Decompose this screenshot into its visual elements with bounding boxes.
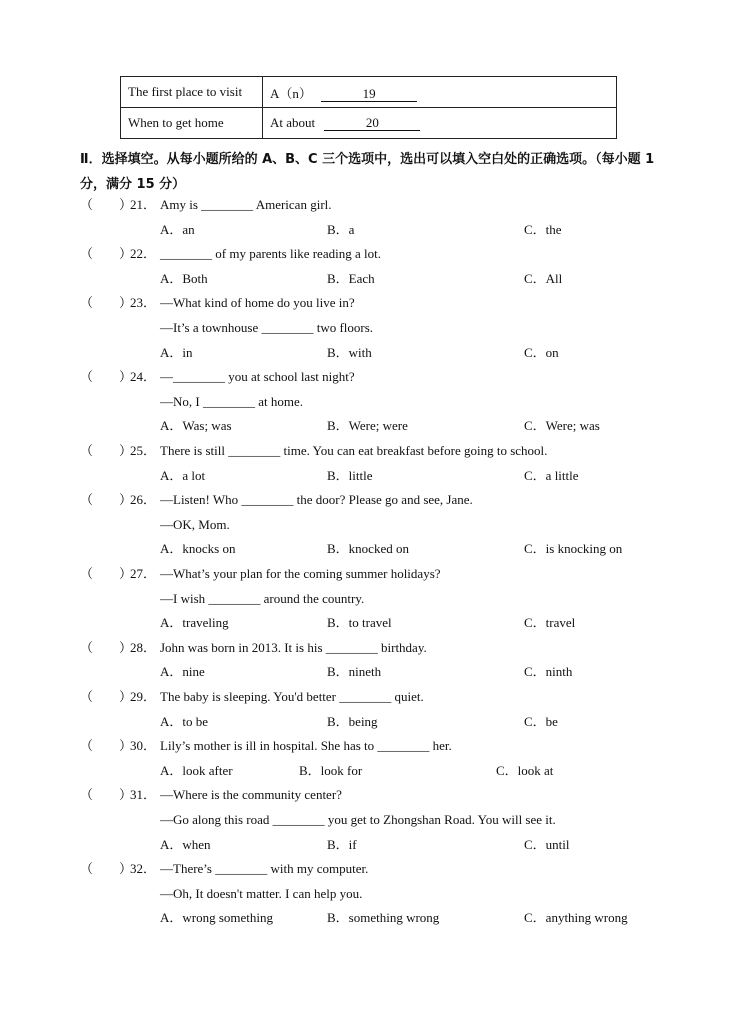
option-a[interactable]: A．when — [160, 836, 211, 852]
question-number: 28． — [130, 639, 157, 655]
question-number: 27． — [130, 566, 157, 581]
answer-parenthesis: （ ） — [80, 566, 133, 581]
option-c[interactable]: C．ninth — [524, 664, 573, 680]
option-b[interactable]: B．knocked on — [327, 541, 409, 557]
answer-parenthesis: （ ） — [80, 443, 133, 458]
table-cell-label: The first place to visit — [121, 77, 263, 108]
question-text: —________ you at school last night? — [160, 369, 355, 385]
option-c[interactable]: C．on — [524, 344, 559, 360]
question-number: 29． — [130, 689, 157, 704]
option-b[interactable]: B．something wrong — [327, 910, 440, 926]
table-cell-answer — [263, 108, 617, 139]
option-c[interactable]: C．look at — [496, 762, 554, 778]
option-a[interactable]: A．wrong something — [160, 910, 274, 926]
option-a[interactable]: A．in — [160, 344, 193, 360]
answer-prefix: A（n） — [270, 85, 312, 101]
answer-parenthesis: （ ） — [80, 369, 133, 385]
question-number: 26． — [130, 492, 157, 508]
option-b[interactable]: B．Were; were — [327, 418, 408, 434]
question-number: 24． — [130, 369, 157, 385]
question-text: The baby is sleeping. You'd better ________ quiet. — [160, 689, 424, 704]
option-a[interactable]: A．Was; was — [160, 418, 232, 434]
answer-parenthesis: （ ） — [80, 787, 133, 803]
answer-parenthesis: （ ） — [80, 689, 133, 704]
info-table-container — [120, 76, 617, 139]
answer-parenthesis: （ ） — [80, 861, 133, 877]
answer-parenthesis: （ ） — [80, 295, 133, 311]
option-a[interactable]: A．knocks on — [160, 541, 236, 557]
option-a[interactable]: A．traveling — [160, 615, 229, 631]
answer-parenthesis: （ ） — [80, 197, 133, 212]
question-text: Lily’s mother is ill in hospital. She has to ________ her. — [160, 738, 452, 754]
option-b[interactable]: B．being — [327, 713, 378, 729]
option-c[interactable]: C．Were; was — [524, 418, 600, 434]
question-number: 25． — [130, 443, 157, 458]
question-text: —Where is the community center? — [160, 787, 342, 803]
option-b[interactable]: B．with — [327, 344, 372, 360]
question-number: 31． — [130, 787, 157, 803]
table-row — [121, 108, 617, 139]
option-b[interactable]: B．if — [327, 836, 357, 852]
option-c[interactable]: C．be — [524, 713, 558, 729]
question-text: —No, I ________ at home. — [160, 393, 303, 409]
option-a[interactable]: A．Both — [160, 270, 208, 286]
question-text: —What’s your plan for the coming summer holidays? — [160, 566, 441, 581]
option-a[interactable]: A．a lot — [160, 467, 206, 483]
option-a[interactable]: A．an — [160, 221, 195, 237]
option-b[interactable]: B．to travel — [327, 615, 392, 631]
option-c[interactable]: C．anything wrong — [524, 910, 628, 926]
option-c[interactable]: C．a little — [524, 467, 579, 483]
answer-parenthesis: （ ） — [80, 639, 133, 655]
question-text: —What kind of home do you live in? — [160, 295, 355, 311]
question-text: —I wish ________ around the country. — [160, 590, 365, 606]
question-number: 21． — [130, 197, 157, 212]
answer-parenthesis: （ ） — [80, 738, 133, 754]
question-number: 30． — [130, 738, 157, 754]
option-c[interactable]: C．is knocking on — [524, 541, 623, 557]
option-a[interactable]: A．look after — [160, 762, 233, 778]
question-text: Amy is ________ American girl. — [160, 197, 332, 212]
info-table — [120, 76, 617, 139]
question-text: —Go along this road ________ you get to Zhongshan Road. You will see it. — [160, 812, 556, 827]
answer-parenthesis: （ ） — [80, 246, 133, 262]
option-c[interactable]: C．until — [524, 836, 570, 852]
question-number: 32． — [130, 861, 157, 877]
option-c[interactable]: C．All — [524, 270, 563, 286]
option-c[interactable]: C．travel — [524, 615, 576, 631]
option-b[interactable]: B．Each — [327, 270, 375, 286]
option-b[interactable]: B．look for — [299, 762, 363, 778]
question-text: —Listen! Who ________ the door? Please go and see, Jane. — [160, 492, 473, 508]
table-cell-answer — [263, 77, 617, 108]
option-b[interactable]: B．a — [327, 221, 355, 237]
question-number: 23． — [130, 295, 157, 311]
answer-blank-20: 20 — [324, 116, 420, 131]
question-text: —Oh, It doesn't matter. I can help you. — [160, 885, 363, 901]
answer-parenthesis: （ ） — [80, 492, 133, 508]
option-b[interactable]: B．nineth — [327, 664, 382, 680]
question-text: —OK, Mom. — [160, 516, 230, 532]
question-text: John was born in 2013. It is his ________ birthday. — [160, 639, 427, 655]
option-c[interactable]: C．the — [524, 221, 562, 237]
option-a[interactable]: A．to be — [160, 713, 209, 729]
table-row — [121, 77, 617, 108]
question-number: 22． — [130, 246, 157, 262]
question-text: —It’s a townhouse ________ two floors. — [160, 320, 374, 335]
table-cell-label: When to get home — [121, 108, 263, 139]
question-text: There is still ________ time. You can eat breakfast before going to school. — [160, 443, 548, 458]
option-a[interactable]: A．nine — [160, 664, 205, 680]
question-text: —There’s ________ with my computer. — [160, 861, 369, 877]
option-b[interactable]: B．little — [327, 467, 373, 483]
question-text: ________ of my parents like reading a lot. — [160, 246, 381, 262]
answer-prefix: At about — [270, 115, 316, 130]
section-title: Ⅱ．选择填空。从每小题所给的 A、B、C 三个选项中，选出可以填入空白处的正确选项。（每小题 1 分，满分 15 分） — [80, 152, 655, 192]
answer-blank-19: 19 — [321, 87, 417, 102]
